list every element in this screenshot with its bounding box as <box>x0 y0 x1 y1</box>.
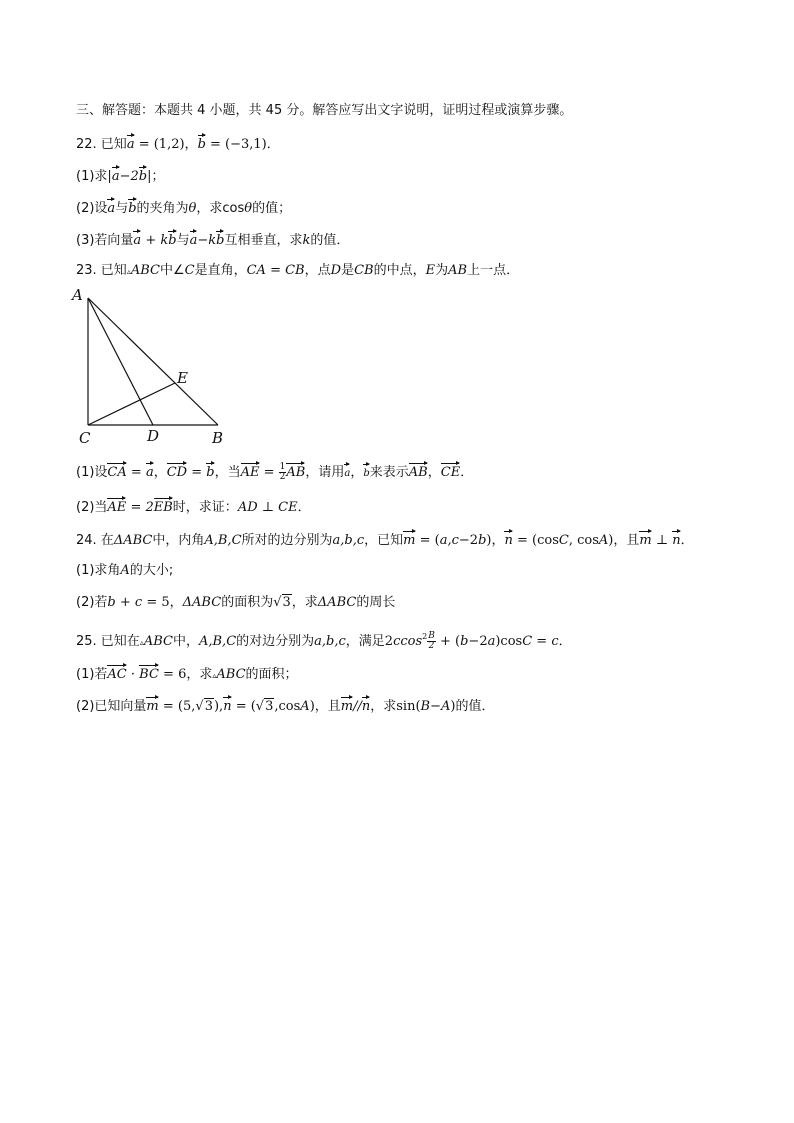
label-e: E <box>177 369 188 387</box>
q23-stem: 23. 已知▵ABC中∠C是直角，CA = CB，点D是CB的中点，E为AB上一点． <box>76 263 520 278</box>
q23-part1: (1)设CA = a，CD = b，当AE = $\frac{1}{2}$ AB，请用a，b来表示AB，CE． <box>76 462 474 482</box>
q23-part2: (2)当AE = 2EB时，求证：AD ⊥ CE． <box>76 497 311 517</box>
section-heading: 三、解答题：本题共 4 小题，共 45 分。解答应写出文字说明，证明过程或演算步骤。 <box>76 103 573 118</box>
q22-stem: 22. 已知a = (1,2)，b = (−3,1)． <box>76 134 280 154</box>
q25-part2: (2)已知向量m = (5,√3),n = (√3,cosA)，且m//n，求sin(B−A)的值． <box>76 696 495 716</box>
q24-stem: 24. 在ΔABC中，内角A,B,C所对的边分别为a,b,c，已知m = (a,c−2b)，n = (cosC, cosA)，且m ⊥ n． <box>76 530 694 550</box>
triangle-figure <box>70 284 240 450</box>
label-a: A <box>72 286 83 304</box>
q22-part1: (1)求|a−2b|； <box>76 166 164 186</box>
label-b: B <box>212 429 224 447</box>
q24-part1: (1)求角A的大小; <box>76 563 174 578</box>
segment-ad <box>88 298 153 425</box>
segment-ce <box>88 383 175 425</box>
q25-stem: 25. 已知在▵ABC中，A,B,C的对边分别为a,b,c，满足2ccos$^2$ $\frac{B}{2}$ + (b−2a)cosC = c． <box>76 631 572 651</box>
q22-part3: (3)若向量a + kb与a−kb互相垂直，求k的值． <box>76 230 349 250</box>
q24-part2: (2)若b + c = 5，ΔABC的面积为√3，求ΔABC的周长 <box>76 595 396 610</box>
q25-part1: (1)若AC · BC = 6，求▵ABC的面积； <box>76 664 298 685</box>
q22-part2: (2)设a与b的夹角为θ，求cosθ的值； <box>76 198 291 218</box>
label-d: D <box>147 427 160 445</box>
segment-ab <box>88 298 218 425</box>
label-c: C <box>79 429 91 447</box>
